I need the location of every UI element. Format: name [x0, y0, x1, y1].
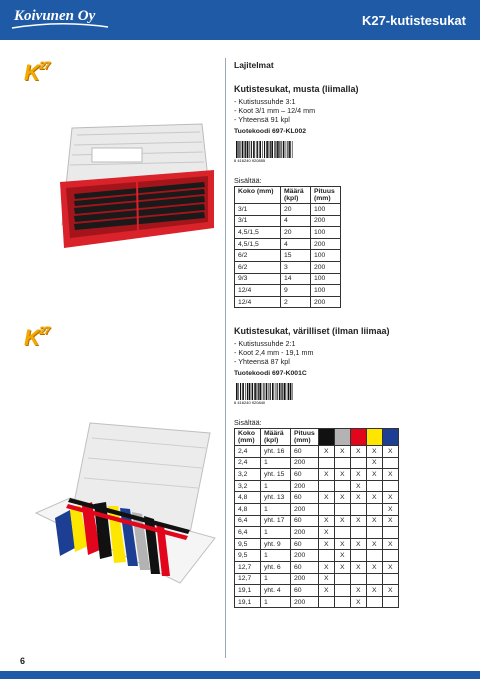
barcode-bar — [269, 141, 270, 158]
table-cell: 14 — [281, 273, 311, 285]
table-cell: 100 — [311, 250, 341, 262]
barcode-icon — [234, 141, 294, 163]
table-cell: yht. 16 — [261, 446, 291, 458]
table-cell: 100 — [311, 204, 341, 216]
feature-item: - Yhteensä 87 kpl — [234, 357, 290, 366]
color-availability-cell — [366, 480, 382, 492]
barcode-bar — [264, 141, 265, 158]
badge-letter: K — [24, 60, 39, 85]
table-cell: 20 — [281, 204, 311, 216]
color-availability-cell — [350, 503, 366, 515]
barcode-bar — [252, 383, 253, 400]
feature-item: - Koot 3/1 mm – 12/4 mm — [234, 106, 316, 115]
barcode-bar — [240, 383, 241, 400]
barcode-bar — [292, 141, 293, 158]
table-row — [235, 538, 399, 550]
table-cell: 6,4 — [235, 515, 261, 527]
barcode-bar — [242, 141, 244, 158]
table-cell: 9,5 — [235, 538, 261, 550]
table-cell: 200 — [311, 238, 341, 250]
color-availability-cell: X — [350, 538, 366, 550]
color-availability-cell — [318, 457, 334, 469]
product-features — [234, 339, 474, 366]
table-cell: 3,2 — [235, 480, 261, 492]
barcode-bar — [279, 141, 280, 158]
color-availability-cell: X — [334, 550, 350, 562]
column-header: Pituus (mm) — [291, 429, 319, 446]
table-cell: 4,5/1,5 — [235, 238, 281, 250]
column-header: Pituus (mm) — [311, 187, 341, 204]
barcode-bar — [269, 383, 270, 400]
color-availability-cell — [318, 503, 334, 515]
barcode-bar — [281, 383, 282, 400]
color-availability-cell: X — [318, 573, 334, 585]
k27-badge — [24, 325, 49, 351]
column-header: Koko (mm) — [235, 429, 261, 446]
table-cell: 9 — [281, 285, 311, 297]
color-availability-cell: X — [382, 503, 398, 515]
barcode-bar — [262, 141, 263, 158]
table-row — [235, 273, 341, 285]
table-cell: 4 — [281, 215, 311, 227]
table-row — [235, 238, 341, 250]
catalog-section-title: K27-kutistesukat — [361, 13, 466, 28]
barcode-bar — [275, 141, 276, 158]
color-availability-cell: X — [334, 469, 350, 481]
color-availability-cell: X — [366, 446, 382, 458]
color-availability-cell — [350, 527, 366, 539]
table-cell: 1 — [261, 480, 291, 492]
color-availability-cell: X — [366, 538, 382, 550]
barcode-bar — [251, 141, 252, 158]
table-cell: 200 — [291, 457, 319, 469]
table-row — [235, 585, 399, 597]
barcode-bar — [283, 141, 285, 158]
table-cell: 100 — [311, 273, 341, 285]
column-header: Määrä (kpl) — [281, 187, 311, 204]
color-availability-cell — [366, 596, 382, 608]
barcode-bar — [287, 141, 288, 158]
color-availability-cell — [334, 573, 350, 585]
barcode-bar — [274, 141, 275, 158]
table-cell: yht. 17 — [261, 515, 291, 527]
color-availability-cell: X — [382, 561, 398, 573]
table-row — [235, 446, 399, 458]
barcode-bar — [242, 383, 244, 400]
page-number: 6 — [20, 656, 26, 666]
table-row — [235, 596, 399, 608]
product-title: Kutistesukat, värilliset (ilman liimaa) — [234, 326, 390, 336]
barcode-bar — [254, 383, 256, 400]
barcode-bar — [284, 383, 286, 400]
barcode-number: 6 416240 920855 — [234, 158, 266, 163]
table-cell: 200 — [311, 261, 341, 273]
color-availability-cell: X — [318, 446, 334, 458]
feature-item: - Koot 2,4 mm - 19,1 mm — [234, 348, 314, 357]
table-cell: 9/3 — [235, 273, 281, 285]
color-availability-cell — [366, 527, 382, 539]
color-availability-cell — [334, 596, 350, 608]
barcode-bar — [247, 141, 249, 158]
color-availability-cell: X — [318, 527, 334, 539]
feature-item: - Yhteensä 91 kpl — [234, 115, 290, 124]
table-cell: 100 — [311, 227, 341, 239]
table-row — [235, 215, 341, 227]
table-cell: 1 — [261, 596, 291, 608]
color-availability-cell: X — [318, 469, 334, 481]
barcode-bar — [287, 383, 288, 400]
barcode-icon — [234, 383, 294, 405]
color-availability-cell — [382, 573, 398, 585]
table-cell: 19,1 — [235, 596, 261, 608]
table-cell: 60 — [291, 585, 319, 597]
barcode-number: 6 416240 920840 — [234, 400, 266, 405]
table-cell: 4,8 — [235, 492, 261, 504]
barcode-bar — [271, 141, 273, 158]
table-row — [235, 550, 399, 562]
table-row — [235, 261, 341, 273]
barcode-bar — [277, 141, 279, 158]
color-availability-cell: X — [334, 492, 350, 504]
table-cell: 100 — [311, 285, 341, 297]
badge-number: 27 — [38, 60, 50, 72]
color-availability-cell: X — [350, 585, 366, 597]
table-header-row — [235, 187, 341, 204]
barcode-bar — [270, 141, 271, 158]
color-availability-cell — [350, 573, 366, 585]
table-cell: 15 — [281, 250, 311, 262]
color-availability-cell: X — [334, 446, 350, 458]
page-header — [0, 0, 480, 40]
color-availability-cell — [382, 457, 398, 469]
feature-item: - Kutistussuhde 3:1 — [234, 97, 296, 106]
table-cell: yht. 15 — [261, 469, 291, 481]
table-cell: 200 — [291, 596, 319, 608]
black-sleeve-kit-photo — [52, 120, 217, 260]
table-cell: 60 — [291, 469, 319, 481]
color-availability-cell — [382, 596, 398, 608]
table-row — [235, 296, 341, 308]
table-cell: 1 — [261, 457, 291, 469]
table-cell: 60 — [291, 561, 319, 573]
color-swatch-blue — [382, 429, 398, 446]
color-availability-cell: X — [382, 538, 398, 550]
table-row — [235, 503, 399, 515]
table-cell: yht. 6 — [261, 561, 291, 573]
table-cell: 2 — [281, 296, 311, 308]
table-row — [235, 227, 341, 239]
contents-label: Sisältää: — [234, 418, 262, 427]
table-cell: 200 — [311, 215, 341, 227]
color-availability-cell: X — [350, 480, 366, 492]
colored-sleeve-kit-photo — [30, 418, 220, 593]
product-title: Kutistesukat, musta (liimalla) — [234, 84, 359, 94]
barcode-bar — [253, 141, 255, 158]
color-availability-cell: X — [350, 561, 366, 573]
table-cell: 60 — [291, 538, 319, 550]
color-availability-cell — [334, 503, 350, 515]
table-row — [235, 469, 399, 481]
table-cell: 6/2 — [235, 250, 281, 262]
barcode-bar — [257, 141, 258, 158]
table-row — [235, 480, 399, 492]
barcode-bar — [263, 383, 264, 400]
table-cell: 4,5/1,5 — [235, 227, 281, 239]
table-cell: 200 — [291, 573, 319, 585]
table-cell: 3/1 — [235, 204, 281, 216]
product-code: Tuotekoodi 697-K001C — [234, 370, 307, 377]
table-row — [235, 285, 341, 297]
color-availability-cell — [318, 550, 334, 562]
badge-number: 27 — [38, 325, 50, 337]
barcode-bar — [275, 383, 276, 400]
table-cell: 1 — [261, 527, 291, 539]
logo-swoosh-icon — [10, 22, 110, 32]
color-availability-cell: X — [334, 515, 350, 527]
color-swatch-yellow — [366, 429, 382, 446]
barcode-bar — [238, 141, 239, 158]
table-cell: 200 — [291, 527, 319, 539]
color-availability-cell: X — [318, 585, 334, 597]
color-availability-cell: X — [318, 538, 334, 550]
table-row — [235, 457, 399, 469]
table-row — [235, 515, 399, 527]
barcode-bar — [247, 383, 248, 400]
table-cell: 200 — [311, 296, 341, 308]
color-availability-cell: X — [366, 585, 382, 597]
color-availability-cell — [350, 550, 366, 562]
table-header-row — [235, 429, 399, 446]
color-availability-cell — [382, 550, 398, 562]
barcode-bar — [244, 141, 245, 158]
k27-badge — [24, 60, 49, 86]
barcode-bar — [249, 141, 250, 158]
color-availability-cell — [318, 480, 334, 492]
color-swatch-black — [318, 429, 334, 446]
barcode-bar — [279, 383, 281, 400]
table-cell: 12/4 — [235, 296, 281, 308]
table-cell: 12/4 — [235, 285, 281, 297]
color-availability-cell — [350, 457, 366, 469]
badge-letter: K — [24, 325, 39, 350]
table-cell: 60 — [291, 492, 319, 504]
table-cell: 4 — [281, 238, 311, 250]
table-cell: 6/2 — [235, 261, 281, 273]
table-cell: yht. 9 — [261, 538, 291, 550]
barcode-bar — [266, 141, 268, 158]
color-swatch-red — [350, 429, 366, 446]
barcode-bar — [262, 383, 263, 400]
color-availability-cell: X — [366, 492, 382, 504]
color-availability-cell: X — [382, 469, 398, 481]
color-availability-cell: X — [382, 492, 398, 504]
color-availability-cell — [334, 457, 350, 469]
barcode-bar — [245, 141, 246, 158]
barcode-bar — [288, 383, 289, 400]
table-cell: 60 — [291, 446, 319, 458]
product-section-colored — [234, 326, 474, 608]
color-availability-cell: X — [366, 469, 382, 481]
barcode-bar — [256, 141, 257, 158]
table-row — [235, 250, 341, 262]
table-cell: 2,4 — [235, 446, 261, 458]
table-cell: 9,5 — [235, 550, 261, 562]
category-heading: Lajitelmat — [234, 60, 274, 70]
barcode-bar — [259, 383, 261, 400]
product-code: Tuotekoodi 697-KL002 — [234, 128, 307, 135]
column-header: Koko (mm) — [235, 187, 281, 204]
color-availability-cell — [318, 596, 334, 608]
color-availability-cell — [382, 480, 398, 492]
company-logo: Koivunen Oy — [14, 8, 96, 24]
column-divider — [225, 58, 226, 658]
color-availability-cell — [366, 503, 382, 515]
color-availability-cell: X — [318, 492, 334, 504]
column-header: Määrä (kpl) — [261, 429, 291, 446]
feature-item: - Kutistussuhde 2:1 — [234, 339, 296, 348]
color-availability-cell — [334, 585, 350, 597]
table-cell: 1 — [261, 503, 291, 515]
color-availability-cell — [382, 527, 398, 539]
table-cell: 200 — [291, 550, 319, 562]
table-cell: 3/1 — [235, 215, 281, 227]
barcode-bar — [289, 141, 291, 158]
table-row — [235, 527, 399, 539]
table-cell: yht. 13 — [261, 492, 291, 504]
product-section-black — [234, 60, 474, 308]
table-cell: 60 — [291, 515, 319, 527]
color-availability-cell: X — [382, 515, 398, 527]
barcode-bar — [270, 383, 271, 400]
table-cell: 200 — [291, 480, 319, 492]
table-cell: yht. 4 — [261, 585, 291, 597]
table-cell: 4,8 — [235, 503, 261, 515]
color-availability-cell: X — [350, 515, 366, 527]
barcode-bar — [266, 383, 268, 400]
color-availability-cell: X — [318, 515, 334, 527]
color-availability-cell — [366, 573, 382, 585]
barcode-bar — [251, 383, 252, 400]
barcode-bar — [286, 141, 287, 158]
page-footer-bar — [0, 671, 480, 679]
contents-table — [234, 186, 341, 308]
table-cell: 3,2 — [235, 469, 261, 481]
barcode-bar — [281, 141, 282, 158]
color-availability-cell: X — [350, 446, 366, 458]
table-row — [235, 204, 341, 216]
barcode-bar — [259, 141, 261, 158]
color-availability-cell: X — [350, 492, 366, 504]
color-availability-cell — [334, 480, 350, 492]
color-availability-cell: X — [382, 446, 398, 458]
barcode-bar — [245, 383, 246, 400]
table-cell: 12,7 — [235, 561, 261, 573]
table-cell: 6,4 — [235, 527, 261, 539]
color-availability-cell: X — [318, 561, 334, 573]
color-availability-cell: X — [350, 596, 366, 608]
barcode-bar — [238, 383, 239, 400]
table-row — [235, 573, 399, 585]
table-cell: 12,7 — [235, 573, 261, 585]
table-row — [235, 561, 399, 573]
table-cell: 20 — [281, 227, 311, 239]
color-availability-cell — [334, 527, 350, 539]
table-cell: 1 — [261, 550, 291, 562]
color-availability-cell: X — [366, 457, 382, 469]
barcode-bar — [257, 383, 258, 400]
color-availability-cell: X — [350, 469, 366, 481]
table-row — [235, 492, 399, 504]
barcode-bar — [249, 383, 251, 400]
barcode-bar — [290, 383, 292, 400]
barcode-bar — [282, 383, 283, 400]
barcode-bar — [272, 383, 274, 400]
color-availability-cell: X — [366, 515, 382, 527]
color-availability-cell: X — [334, 538, 350, 550]
color-swatch-gray — [334, 429, 350, 446]
table-cell: 2,4 — [235, 457, 261, 469]
contents-table — [234, 428, 399, 608]
contents-label: Sisältää: — [234, 176, 262, 185]
table-cell: 1 — [261, 573, 291, 585]
barcode-bar — [258, 383, 259, 400]
color-availability-cell: X — [334, 561, 350, 573]
product-features — [234, 97, 474, 124]
color-availability-cell: X — [366, 561, 382, 573]
barcode-bar — [236, 141, 238, 158]
barcode-bar — [292, 383, 293, 400]
table-cell: 3 — [281, 261, 311, 273]
color-availability-cell: X — [382, 585, 398, 597]
barcode-bar — [277, 383, 278, 400]
barcode-bar — [236, 383, 238, 400]
barcode-bar — [239, 141, 240, 158]
table-cell: 19,1 — [235, 585, 261, 597]
table-cell: 200 — [291, 503, 319, 515]
color-availability-cell — [366, 550, 382, 562]
